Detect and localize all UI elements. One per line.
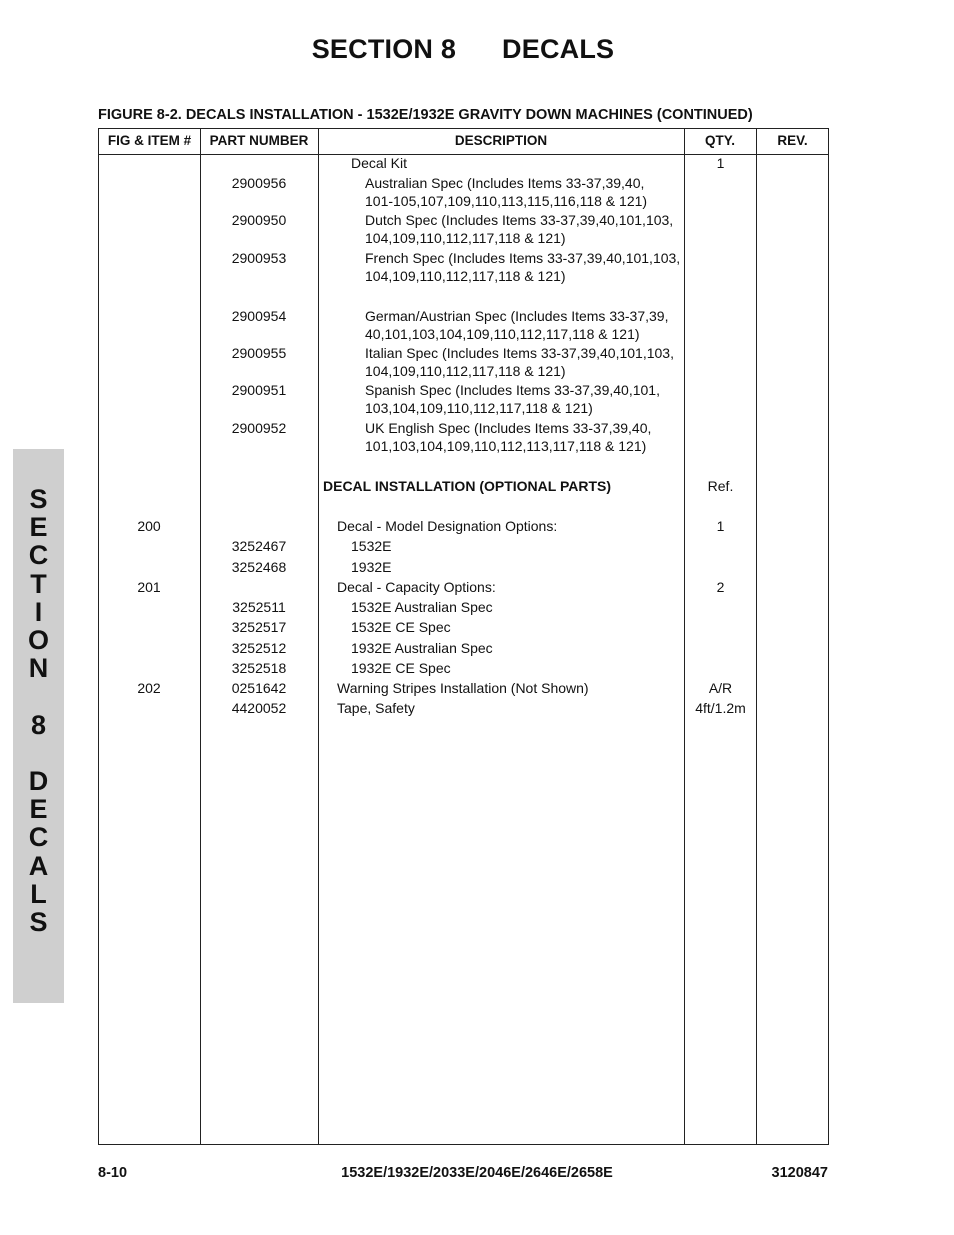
description-cell: [323, 250, 685, 285]
part-number-cell: 2900953: [231, 250, 287, 266]
part-number-cell: 2900956: [231, 175, 287, 191]
column-divider: [318, 129, 319, 1144]
side-tab-letter: N: [28, 653, 49, 684]
description-line: Decal Kit: [351, 155, 408, 171]
qty-cell: 1: [716, 155, 725, 171]
description-line: 40,101,103,104,109,110,112,117,118 & 121): [365, 325, 640, 342]
description-line: 1932E: [351, 559, 392, 575]
description-cell: [323, 308, 685, 343]
description-line: Tape, Safety: [337, 700, 415, 716]
footer-models: 1532E/1932E/2033E/2046E/2646E/2658E: [341, 1165, 613, 1181]
description-line: 1532E Australian Spec: [351, 599, 493, 615]
description-cell: [323, 700, 685, 718]
description-line: DECAL INSTALLATION (OPTIONAL PARTS): [323, 478, 612, 494]
part-number-cell: 2900950: [231, 212, 287, 228]
part-number-cell: 3252468: [231, 559, 287, 575]
side-tab-letter: A: [28, 850, 49, 881]
qty-cell: 1: [716, 518, 725, 534]
footer-page-number: 8-10: [98, 1165, 128, 1181]
description-cell: [323, 212, 685, 247]
column-header-item: FIG & ITEM #: [107, 133, 192, 148]
description-line: 1932E CE Spec: [351, 660, 451, 676]
description-cell: [323, 175, 685, 210]
description-cell: [323, 518, 685, 536]
part-number-cell: 2900955: [231, 345, 287, 361]
part-number-cell: 2900951: [231, 382, 287, 398]
side-tab-letter: E: [29, 794, 48, 825]
description-line: French Spec (Includes Items 33-37,39,40,101,103,: [365, 250, 681, 266]
section-header: [0, 34, 926, 65]
section-side-tab: [13, 449, 64, 1003]
column-header-description: DESCRIPTION: [454, 133, 548, 148]
description-line: Spanish Spec (Includes Items 33-37,39,40,101,: [365, 382, 660, 398]
side-tab-letter: O: [27, 625, 49, 655]
side-tab-letter: C: [28, 822, 49, 853]
description-line: Italian Spec (Includes Items 33-37,39,40,101,103,: [365, 345, 674, 361]
qty-cell: 4ft/1.2m: [695, 700, 746, 716]
side-tab-letter: C: [28, 540, 49, 571]
side-tab-letter: E: [29, 512, 48, 543]
description-cell: [323, 559, 685, 577]
description-line: 104,109,110,112,117,118 & 121): [365, 362, 566, 379]
description-cell: [323, 619, 685, 637]
part-number-cell: 3252518: [231, 660, 287, 676]
description-line: 104,109,110,112,117,118 & 121): [365, 267, 566, 284]
description-cell: [323, 640, 685, 658]
description-cell: [323, 345, 685, 380]
figure-title: FIGURE 8-2. DECALS INSTALLATION - 1532E/1932E GRAVITY DOWN MACHINES (CONTINUED): [98, 107, 753, 123]
description-cell: [323, 660, 685, 678]
side-tab-letter: T: [30, 568, 47, 599]
part-number-cell: 4420052: [231, 700, 287, 716]
part-number-cell: 3252517: [231, 619, 287, 635]
description-cell: [323, 680, 685, 698]
description-cell: [323, 382, 685, 417]
qty-cell: 2: [716, 579, 725, 595]
description-line: 104,109,110,112,117,118 & 121): [365, 229, 566, 246]
column-header-qty: QTY.: [704, 133, 735, 148]
column-divider: [200, 129, 201, 1144]
side-tab-letter: L: [30, 878, 47, 909]
description-cell: [323, 420, 685, 455]
item-number-cell: 202: [137, 680, 161, 696]
column-divider: [756, 129, 757, 1144]
description-cell: [323, 155, 685, 173]
item-number-cell: 201: [137, 579, 161, 595]
qty-cell: Ref.: [707, 478, 734, 494]
description-line: Decal - Capacity Options:: [337, 579, 496, 595]
description-cell: [323, 478, 685, 496]
description-line: UK English Spec (Includes Items 33-37,39,40,: [365, 420, 652, 436]
section-number: SECTION 8: [311, 34, 457, 64]
description-line: 101,103,104,109,110,112,113,117,118 & 121): [365, 437, 647, 454]
footer-doc-number: 3120847: [771, 1165, 828, 1181]
part-number-cell: 3252511: [232, 599, 286, 615]
description-line: Dutch Spec (Includes Items 33-37,39,40,101,103,: [365, 212, 674, 228]
item-number-cell: 200: [137, 518, 161, 534]
section-title: DECALS: [502, 34, 615, 64]
part-number-cell: 2900954: [231, 308, 287, 324]
description-line: 101-105,107,109,110,113,115,116,118 & 121): [365, 192, 648, 209]
part-number-cell: 3252512: [231, 640, 287, 656]
part-number-cell: 0251642: [231, 680, 287, 696]
side-tab-letter: S: [29, 907, 48, 937]
part-number-cell: 2900952: [231, 420, 287, 436]
description-line: 1532E CE Spec: [351, 619, 451, 635]
description-cell: [323, 599, 685, 617]
column-header-rev: REV.: [777, 133, 808, 148]
side-tab-letter: D: [28, 766, 49, 796]
description-cell: [323, 579, 685, 597]
description-line: Warning Stripes Installation (Not Shown): [337, 680, 589, 696]
description-line: Australian Spec (Includes Items 33-37,39,40,: [365, 175, 645, 191]
column-header-part-number: PART NUMBER: [209, 133, 309, 148]
description-line: 1932E Australian Spec: [351, 640, 493, 656]
description-line: 103,104,109,110,112,117,118 & 121): [365, 399, 593, 416]
part-number-cell: 3252467: [231, 538, 287, 554]
qty-cell: A/R: [708, 680, 733, 696]
side-tab-letter: I: [34, 596, 43, 627]
description-cell: [323, 538, 685, 556]
parts-table: [98, 128, 829, 1145]
side-tab-letter: S: [29, 484, 48, 514]
side-tab-letter: 8: [30, 709, 47, 740]
description-line: Decal - Model Designation Options:: [337, 518, 558, 534]
description-line: German/Austrian Spec (Includes Items 33-37,39,: [365, 308, 669, 324]
description-line: 1532E: [351, 538, 392, 554]
